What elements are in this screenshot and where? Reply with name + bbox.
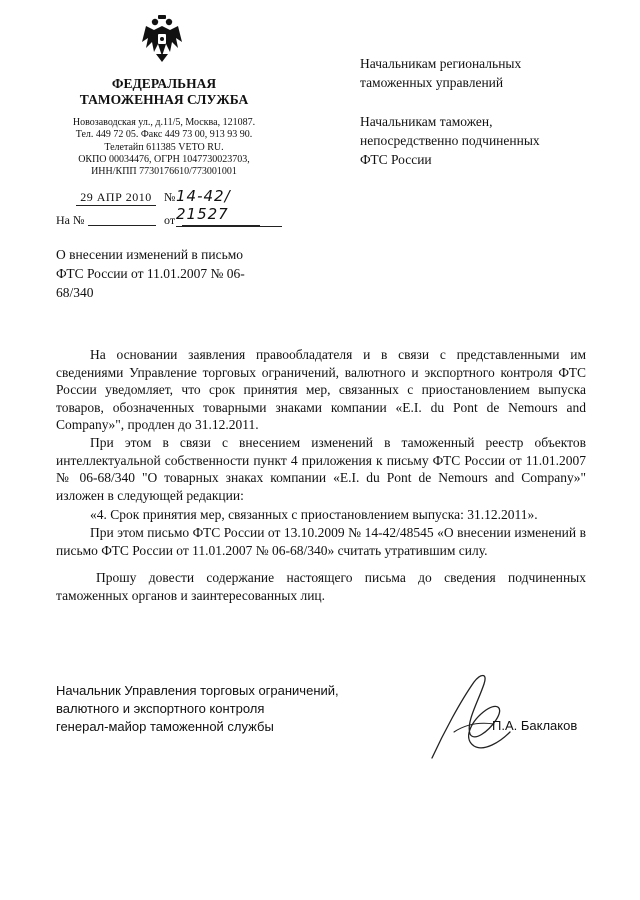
letter-number-value: 14-42/ 21527 bbox=[176, 187, 231, 223]
signatory-line-1: Начальник Управления торговых ограничений, bbox=[56, 683, 339, 698]
letter-subject: О внесении изменений в письмо ФТС России от 11.01.2007 № 06-68/340 bbox=[56, 247, 245, 300]
address-line: ОКПО 00034476, ОГРН 1047730023703, bbox=[78, 153, 250, 165]
reference-date-blank bbox=[182, 213, 260, 226]
addressee-regional: Начальникам региональных таможенных управлений bbox=[360, 56, 522, 90]
body-paragraph: При этом в связи с внесением изменений в таможенный реестр объектов интеллектуальной собственности пункт 4 приложения к письму ФТС России от 11.01.2007 № 06-68/340 "О товарных знаках компании «E.I. du Pont de Nemours and Company»" изложен в следующей редакции: bbox=[56, 434, 586, 503]
address-line: Новозаводская ул., д.11/5, Москва, 121087. bbox=[72, 117, 256, 128]
reference-date-label: от bbox=[164, 213, 176, 227]
signatory-line-3: генерал-майор таможенной службы bbox=[56, 719, 274, 734]
organization-address bbox=[56, 117, 272, 178]
address-line: Телетайп 611385 VETO RU. bbox=[104, 141, 224, 153]
addressee-customs: Начальникам таможен, непосредственно подчиненных ФТС России bbox=[360, 114, 540, 167]
letter-date: 29 АПР 2010 bbox=[76, 190, 156, 206]
reference-number-label: На № bbox=[56, 213, 85, 227]
reference-number-blank bbox=[88, 213, 156, 226]
org-line-1: ФЕДЕРАЛЬНАЯ bbox=[111, 76, 217, 91]
org-line-2: ТАМОЖЕННАЯ СЛУЖБА bbox=[79, 92, 249, 107]
emblem-icon bbox=[140, 12, 184, 64]
address-line: ИНН/КПП 7730176610/773001001 bbox=[91, 166, 237, 178]
body-paragraph: Прошу довести содержание настоящего письма до сведения подчиненных таможенных органов и заинтересованных лиц. bbox=[56, 570, 586, 603]
number-sign: № bbox=[164, 190, 176, 204]
letter-body bbox=[56, 346, 586, 604]
organization-name bbox=[60, 76, 268, 108]
signatory-name: П.А. Баклаков bbox=[492, 718, 578, 733]
body-paragraph: При этом письмо ФТС России от 13.10.2009 № 14-42/48545 «О внесении изменений в письмо ФТС России от 11.01.2007 № 06-68/340» считать утратившим силу. bbox=[56, 524, 586, 558]
address-line: Тел. 449 72 05. Факс 449 73 00, 913 93 90. bbox=[75, 129, 253, 141]
quoted-paragraph: «4. Срок принятия мер, связанных с приостановлением выпуска: 31.12.2011». bbox=[90, 507, 538, 523]
signatory-title bbox=[56, 682, 376, 736]
handwritten-signature bbox=[414, 662, 524, 772]
body-paragraph: На основании заявления правообладателя и в связи с представленными им сведениями Управление торговых ограничений, валютного и экспортного контроля ФТС России уведомляет, что срок принятия мер, связанных с приостановлением выпуска товаров, обозначенных товарными знаками компании «E.I. du Pont de Nemours and Company»", продлен до 31.12.2011. bbox=[56, 347, 586, 433]
signatory-line-2: валютного и экспортного контроля bbox=[56, 701, 265, 716]
